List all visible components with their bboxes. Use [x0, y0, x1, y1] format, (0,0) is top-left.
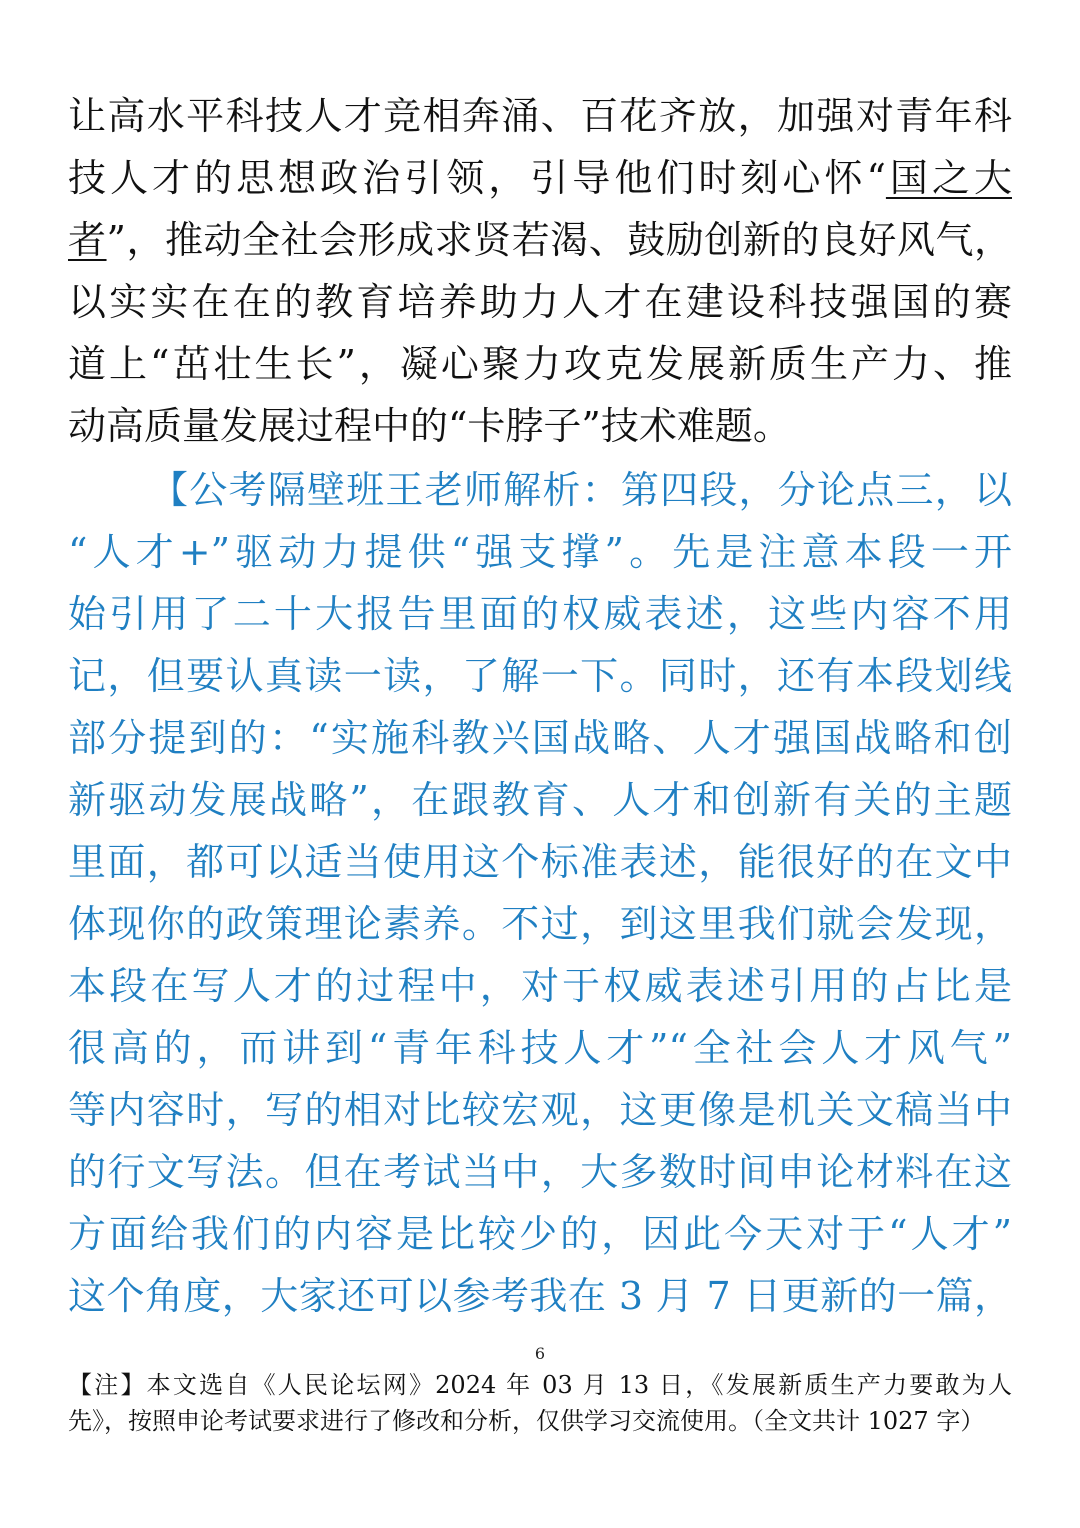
analysis-line-1: 【公考隔壁班王老师解析：第四段，分论点三，以: [150, 468, 1012, 512]
analysis-line-12: 的行文写法。但在考试当中，大多数时间申论材料在这: [68, 1150, 1012, 1194]
body-line-3-text: ”，推动全社会形成求贤若渴、鼓励创新的良好风气，: [106, 218, 1012, 262]
analysis-line-3: 始引用了二十大报告里面的权威表述，这些内容不用: [68, 592, 1012, 636]
analysis-line-13: 方面给我们的内容是比较少的，因此今天对于“人才”: [68, 1212, 1012, 1256]
analysis-line-4: 记，但要认真读一读，了解一下。同时，还有本段划线: [68, 654, 1012, 698]
footnote-line-2: 先》，按照申论考试要求进行了修改和分析，仅供学习交流使用。（全文共计 1027 字）: [68, 1407, 985, 1435]
body-line-6: 动高质量发展过程中的“卡脖子”技术难题。: [68, 404, 791, 448]
analysis-line-2: “人才+”驱动力提供“强支撑”。先是注意本段一开: [68, 530, 1012, 574]
body-line-5: 道上“茁壮生长”，凝心聚力攻克发展新质生产力、推: [68, 342, 1012, 386]
analysis-line-11: 等内容时，写的相对比较宏观，这更像是机关文稿当中: [68, 1088, 1012, 1132]
page-number: 6: [534, 1344, 546, 1363]
body-line-2: [68, 147, 1012, 209]
body-line-1: 让高水平科技人才竞相奔涌、百花齐放，加强对青年科: [68, 94, 1012, 138]
analysis-line-6: 新驱动发展战略”，在跟教育、人才和创新有关的主题: [68, 778, 1012, 822]
body-line-4: 以实实在在的教育培养助力人才在建设科技强国的赛: [68, 280, 1012, 324]
body-line-3: [68, 209, 1012, 271]
underlined-phrase-end: 者: [68, 218, 107, 262]
footnote-line-1: 【注】本文选自《人民论坛网》2024 年 03 月 13 日，《发展新质生产力要敢为人: [68, 1371, 1012, 1399]
analysis-line-7: 里面，都可以适当使用这个标准表述，能很好的在文中: [68, 840, 1012, 884]
body-line-2-text: 技人才的思想政治引领，引导他们时刻心怀“: [68, 156, 886, 200]
analysis-line-5: 部分提到的：“实施科教兴国战略、人才强国战略和创: [68, 716, 1012, 760]
analysis-line-8: 体现你的政策理论素养。不过，到这里我们就会发现，: [68, 902, 1012, 946]
analysis-line-14: 这个角度，大家还可以参考我在 3 月 7 日更新的一篇，: [68, 1274, 1012, 1318]
underlined-phrase-start: 国之大: [885, 156, 1012, 200]
analysis-line-10: 很高的，而讲到“青年科技人才”“全社会人才风气”: [68, 1026, 1012, 1070]
analysis-line-9: 本段在写人才的过程中，对于权威表述引用的占比是: [68, 964, 1012, 1008]
